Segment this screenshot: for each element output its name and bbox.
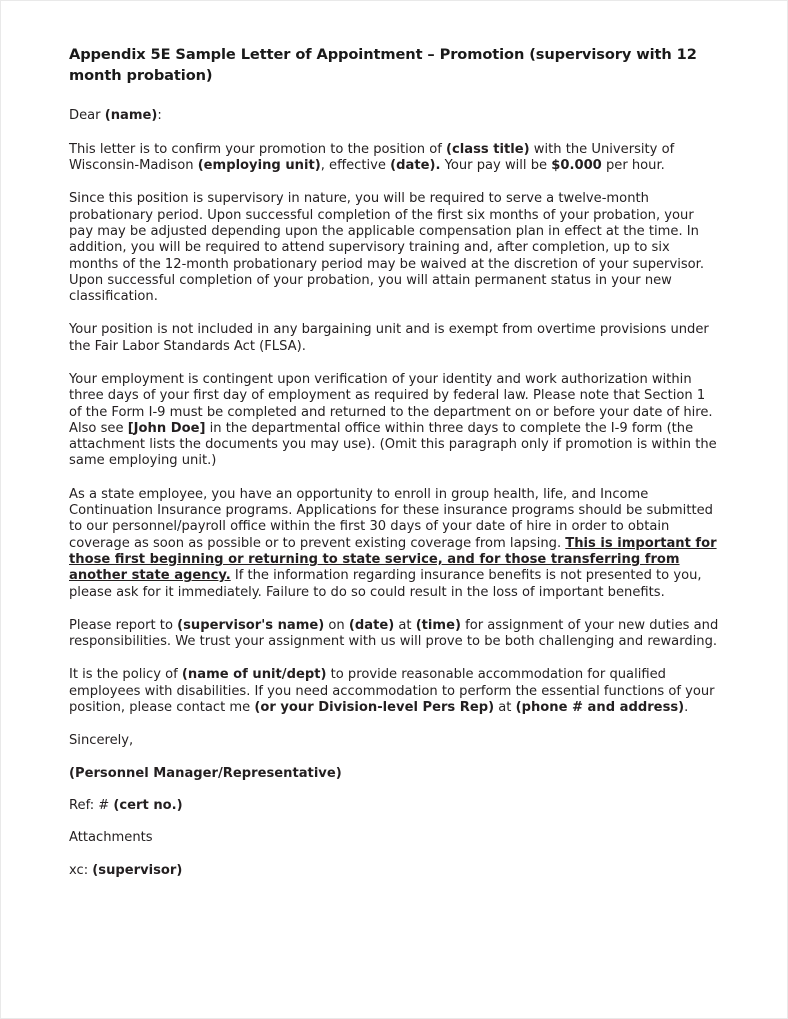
salutation: Dear (name): — [69, 108, 162, 124]
closing-sincerely: Sincerely, — [69, 733, 134, 749]
paragraph-probationary-period: Since this position is supervisory in nature, you will be required to serve a twelve-month probationary period. Upon successful completion of the first six months of your probation, your pay may be adjusted depending upon the applicable compensation plan in effect at the time. In addition, you will be required to attend supervisory training and, after completion, up to six months of the 12-month probationary period may be waived at the discretion of your supervisor. Upon successful completion of your probation, you will attain permanent status in your new classification. — [69, 191, 705, 305]
paragraph-bargaining-unit-flsa: Your position is not included in any bargaining unit and is exempt from overtime provisions under the Fair Labor Standards Act (FLSA). — [69, 322, 709, 354]
paragraph-report-to-supervisor: Please report to (supervisor's name) on (date) at (time) for assignment of your new duties and responsibilities. We trust your assignment with us will prove to be both challenging and rewarding. — [69, 617, 719, 650]
letter-paragraphs — [69, 142, 721, 717]
page-title: Appendix 5E Sample Letter of Appointment – Promotion (supervisory with 12 month probation) — [69, 46, 697, 84]
paragraph-insurance-enrollment: As a state employee, you have an opportunity to enroll in group health, life, and Income Continuation Insurance programs. Applications for these insurance programs should be submitted to our personnel/payroll office within the first 30 days of your date of hire in order to obtain coverage as soon as possible or to prevent existing coverage from lapsing. This is important for those first beginning or returning to state service, and for those transferring from another state agency. If the information regarding insurance benefits is not presented to you, please ask for it immediately. Failure to do so could result in the loss of important benefits. — [69, 486, 717, 600]
paragraph-accommodation-policy: It is the policy of (name of unit/dept) to provide reasonable accommodation for qualified employees with disabilities. If you need accommodation to perform the essential functions of your position, please contact me (or your Division-level Pers Rep) at (phone # and address). — [69, 667, 715, 716]
letter-body — [69, 45, 721, 895]
closing-carbon-copy: xc: (supervisor) — [69, 862, 183, 878]
closing-block — [69, 733, 721, 878]
paragraph-employment-verification-i9: Your employment is contingent upon verification of your identity and work authorization within three days of your first day of employment as required by federal law. Please note that Section 1 of the Form I-9 must be completed and returned to the department on or before your date of hire. Also see [John Doe] in the departmental office within three days to complete the I-9 form (the attachment lists the documents you may use). (Omit this paragraph only if promotion is within the same employing unit.) — [69, 372, 717, 469]
closing-reference-number: Ref: # (cert no.) — [69, 797, 183, 813]
closing-signature-line: (Personnel Manager/Representative) — [69, 765, 342, 781]
closing-attachments: Attachments — [69, 830, 153, 846]
paragraph-promotion-confirmation: This letter is to confirm your promotion to the position of (class title) with the University of Wisconsin-Madison (employing unit), effective (date). Your pay will be $0.000 per hour. — [69, 141, 675, 174]
